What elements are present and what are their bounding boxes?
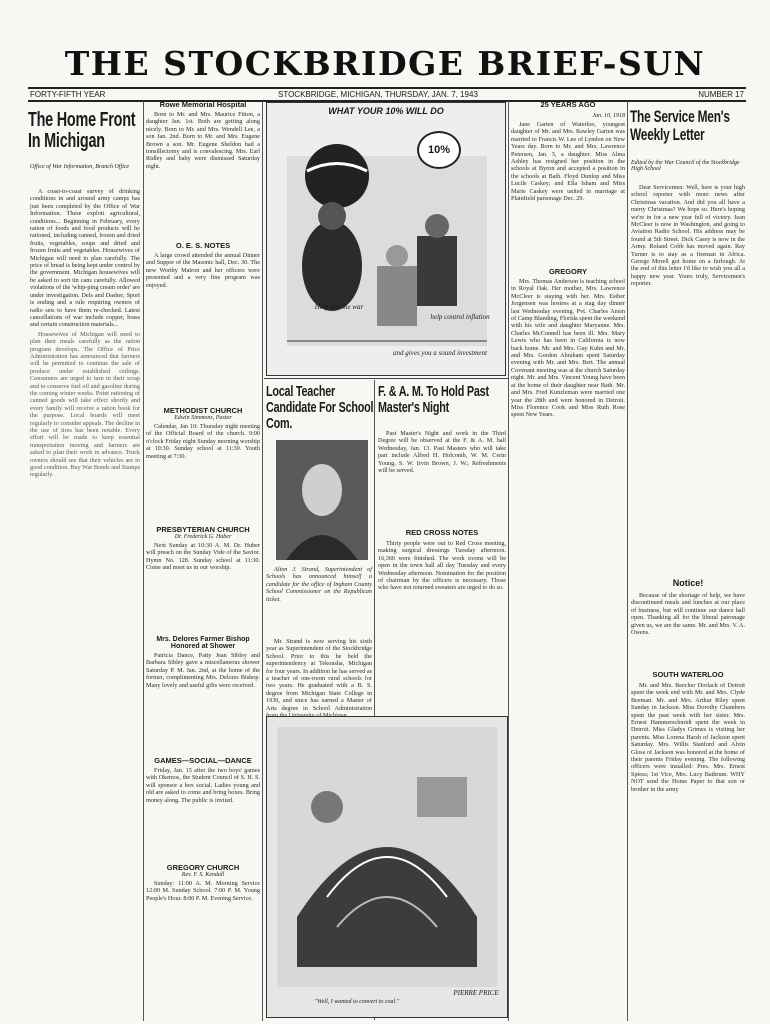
coal-cartoon-signature: PIERRE PRICE bbox=[453, 989, 499, 997]
hospital-text: Born to Mr. and Mrs. Maurice Fitton, a daughter Jan. 1st. Both are getting along nicely. Born to Mr. and Mrs. Wendell Lee, a son Jan. 2nd. Born to Mr. and Mrs. Eugene Brown a son. Mr. Eugene Sheldon had a tonsillectomy and is convalescing. Mrs. Earl Ridley and baby were dismissed Saturday night. bbox=[146, 111, 260, 170]
notice-body bbox=[631, 592, 745, 666]
years-ago-heading: 25 YEARS AGO bbox=[540, 100, 596, 109]
left-body-text: A coast-to-coast survey of drinking conditions in and around army camps has just been completed by the Office of War Information. These exploit agricultural, conditions... Beginning in February, every ration of foods and food products will be rationed, including canned, frozen and dried fruits, vegetables, soups and dried and frozen fruits and vegetables. Housewives of Michigan will need to plan carefully. The price of bread is being kept under control by the government. Michigan housewives will be asked to sort tin cans carefully. Allowed violations of the 'whip-ping cream order' are under investigation. Dels and Dasher, Sport is ending and a rule requiring owners of radio sets to have them re-checked. Latest cancellations of war include copper, brass and certain construction materials... bbox=[30, 188, 140, 329]
service-text: Dear Servicemen: Well, here is your high school reporter with more news after Christmas vacation. And did you all have a merry Christmas? We hope so. Here's hoping we're in for a new year full of victory. Jean McCleer is now in Washington, and going to Aviation Radio School. His address may be found at 5th Street. Dick Casey is now in the Army. Roland Cobb has moved again. Ray Turner is to stay as a fireman in Africa. George Morell got home on a furlough. At the end of this letter I'd like to wish you all a happy new year. Yours truly, Servicemen's reporter. bbox=[631, 184, 745, 288]
candidate-body bbox=[266, 638, 372, 713]
gregory-church-pastor: Rev. F. S. Kendall bbox=[181, 872, 225, 878]
shower-heading: Mrs. Delores Farmer Bishop Honored at Shower bbox=[156, 636, 250, 650]
presbyterian-pastor: Dr. Frederick G. Huber bbox=[174, 534, 232, 540]
south-waterloo-body bbox=[631, 682, 745, 1016]
methodist-text: Calendar, Jan 10: Thursday night meeting of the Official Board of the church. 9:00 o'clock Friday night Sunday morning worship at 10:30. Sunday school at 11:30. Youth meeting at 7:30. bbox=[146, 423, 260, 460]
coal-cartoon-drawing bbox=[267, 717, 507, 997]
methodist-heading: METHODIST CHURCH bbox=[163, 406, 243, 415]
candidate-photo bbox=[276, 440, 368, 560]
service-headline: The Service Men's Weekly Letter bbox=[630, 107, 730, 144]
notice-text: Because of the shortage of help, we have discontinued meals and lunches at our place of business, but will continue our dance hall open. Thanking all for the liberal patronage given us, we are the same. Mr. and Mrs. V. A. Owens. bbox=[631, 592, 745, 637]
south-waterloo-text: Mr. and Mrs. Beecher Dorlack of Detroit spent the week end with Mr. and Mrs. Clyde Beeman. Mr. and Mrs. Arthur Riley spent Sunday in Jackson. Miss Dorothy Chambers spent the past week with her sister. Mrs. Ernest Hammerschmidt spent the week in Detroit. Miss Gladys Grimes is visiting her parents. Miss Lorena Harsh of Jackson spent Saturday. Mrs. Willis Stanford and Alvin Gloss of Jackson was honored at the home of their parents Friday evening. The following officers were installed: Pres. Mrs. Ernest Spiess; 1st Vice, Mrs. Lucy Bathrum. WHY NOT send the Home Paper to that son or brother in the army bbox=[631, 682, 745, 793]
coal-cartoon-caption: "Well, I wanted to convert to coal." bbox=[314, 999, 400, 1005]
masons-body bbox=[378, 430, 506, 526]
red-cross-heading: RED CROSS NOTES bbox=[405, 528, 479, 537]
percent-badge: 10% bbox=[417, 131, 461, 169]
years-ago-date: Jan. 10, 1918 bbox=[592, 113, 625, 119]
masons-headline: F. & A. M. To Hold Past Master's Night bbox=[378, 383, 489, 416]
methodist-pastor: Edwin Simmons, Pastor bbox=[174, 415, 232, 421]
candidate-caption-text: Alton J. Strand, Superintendent of Schools has announced himself a candidate for the office of Ingham County School Commissioner on the Republican ticket. bbox=[266, 566, 372, 603]
cartoon-label-1: Help win the war bbox=[314, 303, 364, 311]
volume-label: FORTY-FIFTH YEAR bbox=[30, 90, 106, 99]
games-text: Friday, Jan. 15 after the two boys' games with Okemos, the Student Council of S. H. S. will sponsor a box social. Ladies young and old are asked to come and bring boxes. Bring money along. The public is invited. bbox=[146, 767, 260, 804]
presbyterian-body bbox=[146, 542, 260, 632]
column-two bbox=[146, 100, 260, 940]
years-ago-text: Jane Garten of Waterloo, youngest daughter of Mr. and Mrs. Rawley Garten was married to Francis W. Lee of Lyndon on New Years day. Born to Mr. and Mrs. Lawrence Petersen, Jan. 5, a daughter. Miss Alma Ashley has resigned her position in the schools at Byron and accepted a position in the schools at Bath. Floyd Dunlop and Miss Lucile Caskey; and Ella Isham and Miss Marie Caskey were united in marriage at Plainfield parsonage Dec. 29. bbox=[511, 121, 625, 203]
notice-heading: Notice! bbox=[672, 578, 704, 588]
hospital-body bbox=[146, 111, 260, 235]
shower-text: Patricia Dance, Patty Jean Sibley and Barbara Sibley gave a miscellaneous shower Saturday P. M. Jan. 2nd, at the home of the former, complimenting Mrs. Delores Bishop. Many lovely and useful gifts were received. bbox=[146, 652, 260, 689]
candidate-headline: Local Teacher Candidate For School Com. bbox=[266, 383, 374, 432]
gregory-text: Mrs. Thomas Anderson is teaching school in Royal Oak. Her mother, Mrs. Lawrence McCleer is staying with her. Mrs. Esther Jorgensen was hostess at a stag day dinner last Wednesday evening. Pvt. Charles Ansin of Camp Blanding, Florida spent the weekend with his wife and daughter Maryanne. Mrs. Charles McConnell has been ill. Mrs. Mary Lewis who has been in California is now back home. Mr. and Mrs. Guy Kuhn and Mr. and Mrs. Gordon Abraham spent Saturday evening with Mr. and Mrs. Bert. The annual Covenant meeting was at the church Saturday night. Mr. and Mrs. Vincent Young have been at the home of their daughter near Bath. Mr. and Mrs. Fred Kunzleman were married one year the 28th and were honored in Detroit. Miss Florence Cook and Miss Ruth Rose spent New Years. bbox=[511, 278, 625, 419]
oes-heading: O. E. S. NOTES bbox=[175, 241, 231, 250]
red-cross-text: Thirty people were out to Red Cross meeting, making surgical dressings Tuesday afternoon. 16,360 were finished. The work rooms will be open in the town hall all day Tuesday and every Wednesday afternoon. Nomination for the position of chairman by the officers is necessary. Those who have not returned sweaters are urged to do so. bbox=[378, 540, 506, 592]
years-ago-body bbox=[511, 121, 625, 261]
shower-body bbox=[146, 652, 260, 752]
oes-body bbox=[146, 252, 260, 402]
candidate-caption bbox=[266, 566, 372, 636]
gregory-church-body bbox=[146, 880, 260, 940]
red-cross-body bbox=[378, 540, 506, 712]
presbyterian-heading: PRESBYTERIAN CHURCH bbox=[156, 525, 250, 534]
cartoon-drawing bbox=[267, 116, 505, 366]
games-body bbox=[146, 767, 260, 859]
left-body-filler: Housewives of Michigan will need to plan their meals carefully as the ration program develops. The Office of Price Administration has announced that farmers will be permitted to continue the sale of produce under established ceilings. Consumers are urged to turn in their scrap and to conserve fuel oil and gasoline during the coming winter weeks. Point rationing of canned goods will take effect shortly and every family will receive a ration book for the purpose. Local boards will meet regularly to consider appeals. The decline in the use of tires has been notable. Every effort will be made to keep essential transportation moving and farmers are asked to plan their work in advance. Truck owners should see that their vehicles are in good condition. Buy War Bonds and Stamps regularly. bbox=[30, 330, 140, 479]
masons-text: Past Master's Night and work in the Third Degree will be observed at the F. & A. M. hall Wednesday, Jan. 13. Past Masters who will take part include Alfred H. Holcomb, W. M. Cerin Young, S. W. Irvin Brown, J. W.; Refreshments will be served. bbox=[378, 430, 506, 475]
candidate-body-text: Mr. Strand is now serving his sixth year as Superintendent of the Stockbridge School. Prior to this he held the superintendency at Tekonsha, Michigan for four years. In addition he has served as a teacher of one-room rural schools for two years. He graduated with a B. S. degree from Michigan State College in 1930, and since has earned a Master of Arts degree in School Administration bbox=[266, 638, 372, 712]
gregory-body bbox=[511, 278, 625, 1022]
methodist-body bbox=[146, 423, 260, 521]
left-source: Office of War Information, Branch Office bbox=[30, 164, 130, 170]
coal-cartoon bbox=[266, 716, 508, 1018]
south-waterloo-heading: SOUTH WATERLOO bbox=[652, 670, 724, 679]
games-heading: GAMES—SOCIAL—DANCE bbox=[154, 756, 252, 765]
gregory-church-text: Sunday: 11:00 A. M. Morning Service 12:00 M. Sunday School. 7:00 P. M. Young People's Hour. 8:00 P. M. Evening Service. bbox=[146, 880, 260, 902]
oes-text: A large crowd attended the annual Dinner and Supper of the Masonic hall, Dec. 30. The new Worthy Matron and her officers were presented and a very fine program was enjoyed. bbox=[146, 252, 260, 289]
gregory-heading: GREGORY bbox=[548, 267, 588, 276]
masthead-title: THE STOCKBRIDGE BRIEF-SUN bbox=[64, 44, 706, 83]
left-article-body bbox=[30, 188, 140, 1018]
dateline bbox=[28, 87, 746, 102]
presbyterian-text: Next Sunday at 10:30 A. M. Dr. Huber will preach on the Sunday Vide of the Savior. Hymn No. 128. Sunday school at 11:30. Come and meet us in our worship. bbox=[146, 542, 260, 572]
gregory-church-heading: GREGORY CHURCH bbox=[166, 863, 240, 872]
cartoon-label-3: and gives you a sound investment bbox=[393, 349, 487, 357]
hospital-heading: Rowe Memorial Hospital bbox=[159, 100, 247, 109]
cartoon-label-2: help control inflation bbox=[430, 313, 490, 321]
column-five bbox=[511, 100, 625, 1022]
left-headline: The Home Front In Michigan bbox=[28, 109, 136, 152]
bond-cartoon bbox=[266, 102, 506, 376]
place-date: STOCKBRIDGE, MICHIGAN, THURSDAY, JAN. 7, 1943 bbox=[278, 90, 478, 99]
portrait-drawing bbox=[276, 440, 368, 560]
service-body bbox=[631, 184, 745, 574]
service-subtitle: Edited by the War Council of the Stockbridge High School bbox=[631, 160, 740, 172]
cartoon-title: WHAT YOUR 10% WILL DO bbox=[328, 106, 444, 116]
issue-number: NUMBER 17 bbox=[698, 90, 744, 99]
